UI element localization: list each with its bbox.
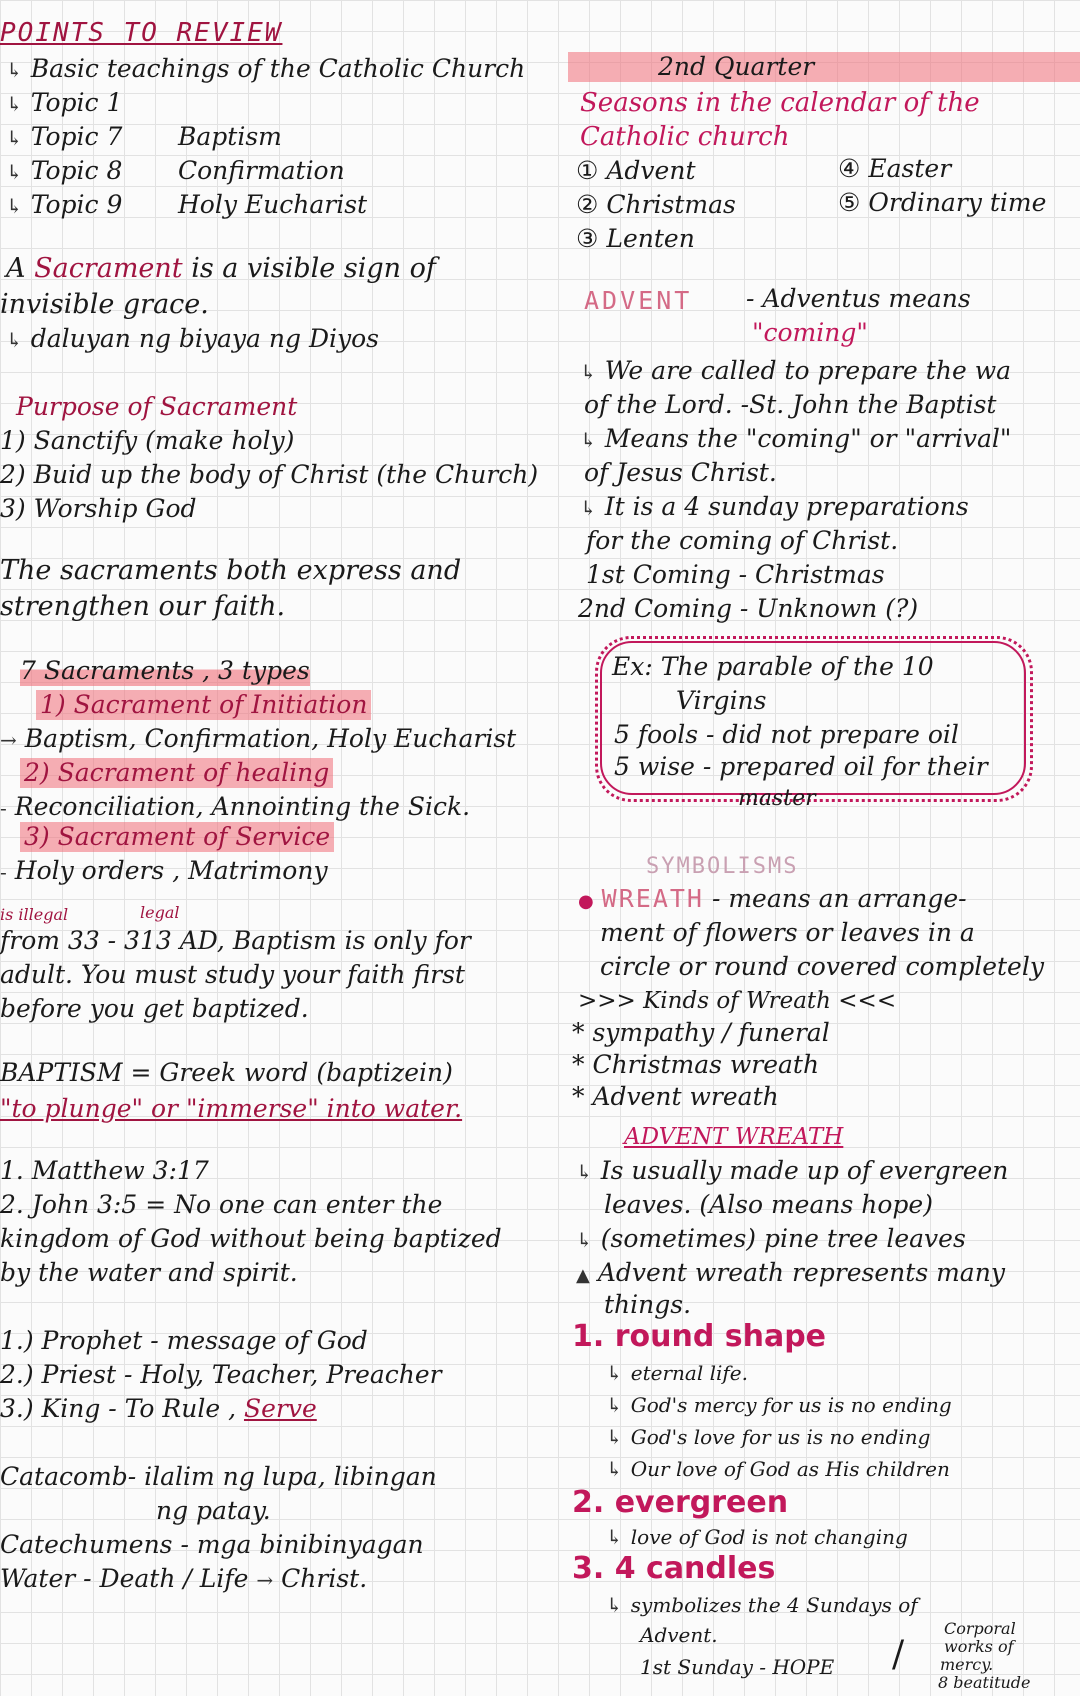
advent-line — [580, 424, 1011, 455]
review-topic: Basic teachings of the Catholic Church — [30, 54, 526, 83]
example-line: master — [738, 786, 816, 811]
wreath-heading: WREATH — [601, 884, 704, 913]
review-item — [6, 88, 122, 119]
season-name: Advent — [606, 156, 696, 185]
example-line: Virgins — [676, 686, 767, 715]
role-item — [0, 1394, 317, 1424]
sacrament-tagalog — [6, 324, 379, 355]
arrow-icon: ↳ — [576, 1160, 593, 1184]
sacrament-word: Sacrament — [34, 253, 183, 284]
advent-line — [580, 356, 1011, 387]
role-item: 2.) Priest - Holy, Teacher, Preacher — [0, 1360, 442, 1389]
arrow-icon: ↳ — [580, 360, 597, 384]
corporal-note: mercy. — [940, 1655, 994, 1674]
advent-line — [580, 492, 969, 523]
arrow-icon: - — [0, 796, 7, 820]
season-item — [576, 224, 695, 254]
arrow-icon: ↳ — [6, 328, 23, 352]
type-initiation-items — [0, 724, 516, 755]
aw-text: Advent wreath represents many — [597, 1258, 1005, 1287]
aw-line: leaves. (Also means hope) — [604, 1190, 933, 1219]
type-initiation: 1) Sacrament of Initiation — [36, 690, 371, 720]
baptism-meaning — [0, 1094, 462, 1124]
catacomb-line: ng patay. — [156, 1496, 271, 1525]
review-title: POINTS TO REVIEW — [0, 18, 283, 48]
purpose-title: Purpose of Sacrament — [16, 392, 298, 421]
p3-item — [606, 1590, 918, 1620]
advent-line: 2nd Coming - Unknown (?) — [578, 594, 919, 623]
arrow-icon: ↳ — [580, 428, 597, 452]
p1-item — [606, 1422, 930, 1452]
quarter-highlight — [568, 52, 1080, 82]
wreath-text: - means an arrange- — [711, 884, 967, 913]
legal-note: legal — [140, 903, 180, 922]
quarter-title: 2nd Quarter — [658, 52, 815, 81]
coming-word: "coming" — [752, 318, 868, 347]
slash-divider: / — [892, 1634, 905, 1675]
number-icon: ⑤ — [838, 188, 861, 217]
water-christ: Christ. — [281, 1564, 368, 1593]
advent-text: Means the "coming" or "arrival" — [604, 424, 1012, 453]
arrow-icon: → — [0, 728, 17, 752]
review-topic: Topic 7 — [30, 122, 123, 151]
type-service: 3) Sacrament of Service — [20, 822, 334, 852]
season-name: Christmas — [606, 190, 736, 219]
p2-item — [606, 1522, 908, 1552]
history-line: from 33 - 313 AD, Baptism is only for — [0, 926, 471, 955]
arrow-icon: ↳ — [580, 496, 597, 520]
review-item — [6, 156, 345, 187]
kind-item: * sympathy / funeral — [572, 1018, 830, 1047]
wreath-line: ment of flowers or leaves in a — [600, 918, 975, 947]
p1-item — [606, 1390, 952, 1420]
p3-text: symbolizes the 4 Sundays of — [630, 1593, 918, 1617]
triangle-icon: ▲ — [576, 1265, 590, 1286]
review-topic: Topic 9 — [30, 190, 123, 219]
arrow-icon: ↳ — [606, 1593, 623, 1617]
water-text: Water - Death / Life — [0, 1564, 249, 1593]
aw-text: Is usually made up of evergreen — [600, 1156, 1009, 1185]
arrow-icon: ↳ — [6, 58, 23, 82]
review-topic: Topic 1 — [30, 88, 123, 117]
advent-wreath-heading: ADVENT WREATH — [624, 1124, 844, 1150]
types-title: 7 Sacraments , 3 types — [20, 656, 310, 685]
seasons-title: Seasons in the calendar of the — [580, 88, 980, 118]
sacrament-definition-cont: invisible grace. — [0, 289, 209, 320]
advent-line: for the coming of Christ. — [586, 526, 899, 555]
items-text: Reconciliation, Annointing the Sick. — [14, 792, 471, 821]
purpose-item: 3) Worship God — [0, 494, 197, 523]
p1-text: God's love for us is no ending — [630, 1425, 931, 1449]
corporal-note: Corporal — [944, 1619, 1016, 1638]
p1-item — [606, 1358, 748, 1388]
review-item — [6, 122, 282, 153]
arrow-icon: ↳ — [606, 1525, 623, 1549]
point-candles: 3. 4 candles — [572, 1551, 776, 1586]
arrow-icon: ↳ — [606, 1457, 623, 1481]
verse: 1. Matthew 3:17 — [0, 1156, 209, 1185]
sacrament-definition — [6, 254, 436, 284]
kinds-title: >>> Kinds of Wreath <<< — [578, 988, 897, 1014]
first-sunday: 1st Sunday - HOPE — [640, 1655, 835, 1679]
point-evergreen: 2. evergreen — [572, 1485, 789, 1520]
verse: 2. John 3:5 = No one can enter the — [0, 1190, 443, 1219]
p1-text: God's mercy for us is no ending — [630, 1393, 952, 1417]
arrow-icon: ↳ — [6, 194, 23, 218]
season-item — [576, 156, 696, 186]
arrow-right-icon: → — [256, 1568, 274, 1592]
history-line: adult. You must study your faith first — [0, 960, 465, 989]
p1-text: Our love of God as His children — [630, 1457, 950, 1481]
example-line: 5 wise - prepared oil for their — [614, 752, 988, 781]
number-icon: ③ — [576, 224, 599, 253]
advent-text: We are called to prepare the wa — [604, 356, 1011, 385]
arrow-icon: ↳ — [6, 160, 23, 184]
wreath-line — [578, 884, 967, 917]
aw-line — [576, 1258, 1005, 1291]
number-icon: ④ — [838, 154, 861, 183]
p2-text: love of God is not changing — [630, 1525, 908, 1549]
season-name: Easter — [868, 154, 952, 183]
kind-item: * Christmas wreath — [572, 1050, 820, 1079]
advent-text: It is a 4 sunday preparations — [604, 492, 969, 521]
plunge-text: "to plunge" or "immerse" into water. — [0, 1094, 463, 1123]
def-part: A — [6, 253, 26, 284]
review-topic: Topic 8 — [30, 156, 123, 185]
verse-cont: by the water and spirit. — [0, 1258, 298, 1287]
corporal-note: works of — [944, 1637, 1014, 1656]
review-name: Holy Eucharist — [178, 190, 368, 219]
review-name: Confirmation — [178, 156, 345, 185]
tagalog-text: daluyan ng biyaya ng Diyos — [30, 324, 379, 353]
corporal-note: 8 beatitude — [938, 1673, 1031, 1692]
baptism-definition: BAPTISM = Greek word (baptizein) — [0, 1058, 453, 1087]
season-name: Lenten — [606, 224, 695, 253]
number-icon: ② — [576, 190, 599, 219]
season-name: Ordinary time — [868, 188, 1047, 217]
role-text: 3.) King - To Rule , — [0, 1394, 237, 1423]
arrow-icon: ↳ — [606, 1393, 623, 1417]
items-text: Baptism, Confirmation, Holy Eucharist — [24, 724, 517, 753]
kind-item: * Advent wreath — [572, 1082, 779, 1111]
express-line: The sacraments both express and — [0, 555, 462, 586]
advent-heading: ADVENT — [584, 286, 693, 315]
bullet-icon: ● — [578, 891, 594, 912]
symbolisms-heading: SYMBOLISMS — [646, 854, 799, 879]
type-service-items — [0, 856, 328, 887]
verse-cont: kingdom of God without being baptized — [0, 1224, 502, 1253]
review-item — [6, 54, 525, 85]
review-name: Baptism — [178, 122, 282, 151]
items-text: Holy orders , Matrimony — [14, 856, 328, 885]
point-round-shape: 1. round shape — [572, 1319, 827, 1354]
catacomb-line: Catacomb- ilalim ng lupa, libingan — [0, 1462, 437, 1491]
catechumens-line: Catechumens - mga binibinyagan — [0, 1530, 424, 1559]
season-item — [838, 154, 951, 184]
type-healing-items — [0, 792, 470, 823]
aw-line: things. — [604, 1290, 692, 1319]
advent-line: of Jesus Christ. — [584, 458, 777, 487]
season-item — [838, 188, 1046, 218]
adventus-line: - Adventus means — [746, 284, 971, 313]
aw-line — [576, 1224, 966, 1255]
purpose-item: 1) Sanctify (make holy) — [0, 426, 295, 455]
arrow-icon: ↳ — [6, 126, 23, 150]
number-icon: ① — [576, 156, 599, 185]
def-part: is a visible sign of — [191, 253, 436, 284]
role-item: 1.) Prophet - message of God — [0, 1326, 368, 1355]
type-healing: 2) Sacrament of healing — [20, 758, 333, 788]
illegal-note: is illegal — [0, 905, 69, 924]
role-serve: Serve — [243, 1394, 317, 1423]
aw-line — [576, 1156, 1008, 1187]
water-line — [0, 1564, 367, 1595]
aw-text: (sometimes) pine tree leaves — [600, 1224, 966, 1253]
wreath-line: circle or round covered completely — [600, 952, 1044, 981]
purpose-item: 2) Buid up the body of Christ (the Church) — [0, 460, 539, 489]
advent-line: of the Lord. -St. John the Baptist — [584, 390, 997, 419]
arrow-icon: ↳ — [606, 1361, 623, 1385]
example-line: 5 fools - did not prepare oil — [614, 720, 959, 749]
history-line: before you get baptized. — [0, 994, 309, 1023]
arrow-icon: ↳ — [606, 1425, 623, 1449]
p3-item: Advent. — [640, 1623, 718, 1647]
arrow-icon: ↳ — [6, 92, 23, 116]
season-item — [576, 190, 736, 220]
p1-text: eternal life. — [630, 1361, 748, 1385]
review-item — [6, 190, 368, 221]
seasons-title-cont: Catholic church — [580, 122, 790, 152]
advent-line: 1st Coming - Christmas — [586, 560, 885, 589]
example-line: Ex: The parable of the 10 — [612, 652, 934, 681]
arrow-icon: - — [0, 860, 7, 884]
p1-item — [606, 1454, 950, 1484]
express-line: strengthen our faith. — [0, 591, 286, 622]
arrow-icon: ↳ — [576, 1228, 593, 1252]
